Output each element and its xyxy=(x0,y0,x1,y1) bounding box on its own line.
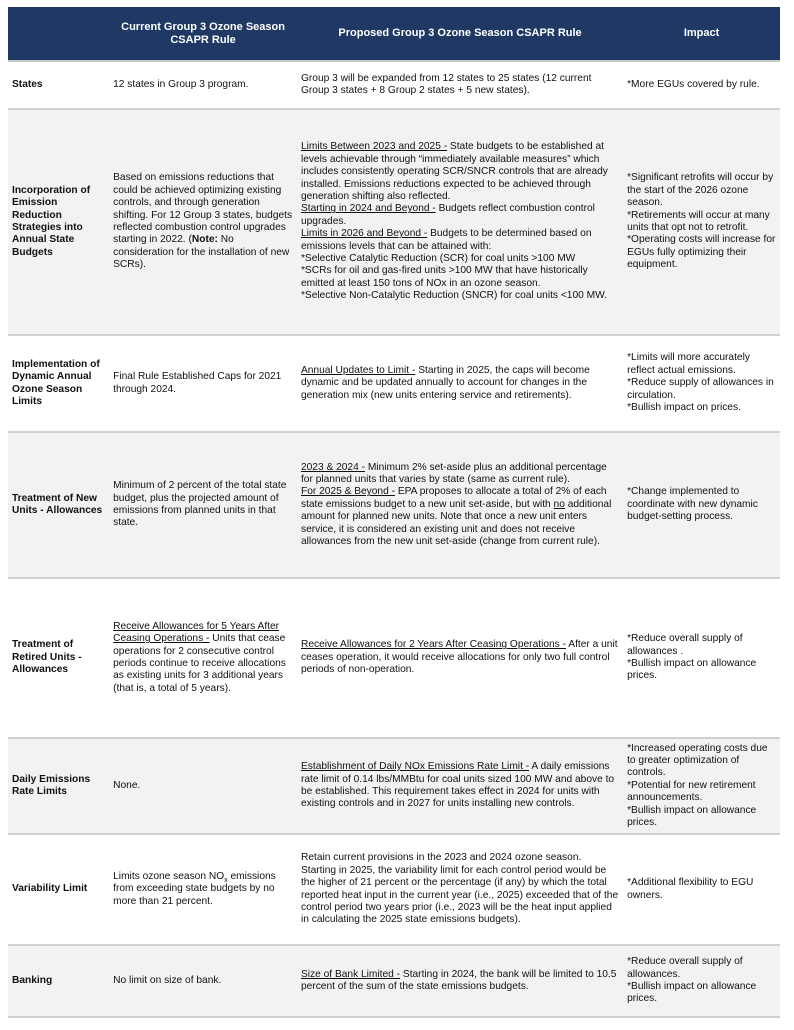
impact-cell xyxy=(623,109,780,335)
header-current-rule: Current Group 3 Ozone Season CSAPR Rule xyxy=(109,7,297,61)
impact-item: *Potential for new retirement announcements. xyxy=(627,779,756,804)
row-label: Incorporation of Emission Reduction Strategies into Annual State Budgets xyxy=(8,109,109,335)
row-label: Variability Limit xyxy=(8,834,109,945)
proposed-heading: Receive Allowances for 2 Years After Ceasing Operations - xyxy=(300,639,566,651)
proposed-text: A daily emissions rate limit of 0.14 lbs/MMBtu for coal units sized 100 MW and above to be established. This requirement takes effect in 2024 for units with existing controls and in 2027 for units installing new controls. xyxy=(300,761,615,810)
proposed-paragraph xyxy=(301,203,619,228)
impact-item: *Limits will more accurately reflect actual emissions. xyxy=(627,352,750,376)
impact-cell xyxy=(623,834,780,945)
proposed-text-end: additional amount for planned new units. Note that once a new unit enters service, it is considered an existing unit and does not receive allowances from the new unit set-aside (change from current rule). xyxy=(300,498,612,548)
impact-item: *Increased operating costs due to greater optimization of controls. xyxy=(627,742,768,779)
row-label: Treatment of New Units - Allowances xyxy=(8,432,109,578)
proposed-text: EPA proposes to allocate a total of 2% of each state emissions budget to a new unit set-aside, but with xyxy=(300,486,607,510)
current-rule-cell: Minimum of 2 percent of the total state budget, plus the projected amount of emissions from planned units in that state. xyxy=(109,432,297,578)
proposed-rule-cell xyxy=(297,432,623,578)
current-text: Units that cease operations for 2 consecutive control periods continue to receive allocations as existing units for 3 additional years (that is, a total of 5 years). xyxy=(113,633,286,694)
impact-item: *Change implemented to coordinate with new dynamic budget-setting process. xyxy=(627,486,758,523)
proposed-text: State budgets to be established at levels achievable through “immediately available measures” which includes consistently operating SCR/SNCR controls that are already installed. Emissions reductions expected to be achieved through generation shifting also reflected. xyxy=(300,141,608,202)
row-label: Treatment of Retired Units - Allowances xyxy=(8,578,109,738)
proposed-heading: Annual Updates to Limit - xyxy=(300,364,416,376)
proposed-rule-cell xyxy=(297,335,623,432)
proposed-heading: Size of Bank Limited - xyxy=(300,968,401,980)
impact-item: *More EGUs covered by rule. xyxy=(627,78,760,90)
current-rule-cell: No limit on size of bank. xyxy=(109,945,297,1017)
table-row-states xyxy=(8,61,780,109)
impact-cell xyxy=(623,738,780,834)
proposed-text: Budgets reflect combustion control upgrades. xyxy=(300,203,595,227)
proposed-paragraph xyxy=(301,141,619,203)
proposed-heading: Limits in 2026 and Beyond - xyxy=(300,228,428,240)
proposed-rule-cell xyxy=(297,578,623,738)
impact-item: *Bullish impact on allowance prices. xyxy=(627,981,757,1005)
current-rule-cell: None. xyxy=(109,738,297,834)
header-proposed-rule: Proposed Group 3 Ozone Season CSAPR Rule xyxy=(297,7,623,61)
proposed-rule-cell xyxy=(297,61,623,109)
table-header-row xyxy=(8,7,780,61)
impact-item: *Retirements will occur at many units that opt not to retrofit. xyxy=(627,209,770,233)
current-note-label: Note: xyxy=(191,234,218,246)
proposed-text: Group 3 will be expanded from 12 states to 25 states (12 current Group 3 states + 8 Group 2 states + 5 new states). xyxy=(300,72,592,96)
impact-cell xyxy=(623,578,780,738)
impact-item: *Reduce overall supply of allowances . xyxy=(627,633,743,657)
proposed-bullet: *Selective Catalytic Reduction (SCR) for coal units >100 MW xyxy=(300,253,576,265)
impact-cell xyxy=(623,432,780,578)
current-rule-cell: 12 states in Group 3 program. xyxy=(109,61,297,109)
impact-item: *Reduce overall supply of allowances. xyxy=(627,956,743,980)
current-heading: Receive Allowances for 5 Years After Ceasing Operations - xyxy=(113,620,280,645)
proposed-heading: Limits Between 2023 and 2025 - xyxy=(300,141,448,153)
table-row-daily-limits xyxy=(8,738,780,834)
proposed-emphasis: no xyxy=(553,498,565,510)
proposed-text: Starting in 2025, the caps will become dynamic and be updated annually to account for changes in the generation mix (new units entering service and retirements). xyxy=(300,364,590,401)
current-text: Based on emissions reductions that could be achieved optimizing existing controls, and through generation shifting. For 12 Group 3 states, budgets reflected combustion control upgrades starting in 2022. ( xyxy=(113,172,293,246)
table-row-variability-limit xyxy=(8,834,780,945)
proposed-paragraph xyxy=(301,486,619,548)
current-text-end: emissions from exceeding state budgets by no more than 21 percent. xyxy=(113,870,276,907)
proposed-rule-cell: Retain current provisions in the 2023 and 2024 ozone season. Starting in 2025, the variability limit for each control period would be the higher of 21 percent or the percentage (if any) by which the total reported heat input in the current year (i.e., 2025) exceeded that of the control period two years prior (i.e., 2023 will be the heat input applied in calculating the 2025 state emissions budgets). xyxy=(297,834,623,945)
impact-item: *Operating costs will increase for EGUs fully optimizing their equipment. xyxy=(627,234,776,271)
proposed-heading: For 2025 & Beyond - xyxy=(300,486,395,498)
impact-cell xyxy=(623,945,780,1017)
csapr-comparison-table-container xyxy=(8,7,780,1018)
proposed-bullet: *SCRs for oil and gas-fired units >100 MW that have historically emitted at least 150 tons of NOx in an ozone season. xyxy=(300,265,588,289)
row-label: Implementation of Dynamic Annual Ozone Season Limits xyxy=(8,335,109,432)
impact-item: *Bullish impact on allowance prices. xyxy=(627,658,757,682)
current-text: Limits ozone season NO xyxy=(113,870,225,882)
proposed-rule-cell xyxy=(297,109,623,335)
current-text-end: No consideration for the installation of new SCRs). xyxy=(113,234,290,271)
proposed-rule-cell xyxy=(297,945,623,1017)
table-row-banking xyxy=(8,945,780,1017)
current-rule-cell xyxy=(109,578,297,738)
current-rule-cell xyxy=(109,109,297,335)
row-label: Daily Emissions Rate Limits xyxy=(8,738,109,834)
current-rule-cell xyxy=(109,834,297,945)
table-row-retired-units xyxy=(8,578,780,738)
proposed-paragraph xyxy=(301,228,619,253)
proposed-heading: Establishment of Daily NOx Emissions Rate Limit - xyxy=(300,761,530,773)
proposed-heading: 2023 & 2024 - xyxy=(300,461,365,473)
impact-cell xyxy=(623,61,780,109)
proposed-text: Budgets to be determined based on emissions levels that can be attained with: xyxy=(300,228,592,252)
header-blank xyxy=(8,7,109,61)
impact-item: *Significant retrofits will occur by the start of the 2026 ozone season. xyxy=(627,172,774,209)
proposed-text: After a unit ceases operation, it would receive allocations for only two full control periods of non-operation. xyxy=(300,639,618,676)
proposed-bullet: *Selective Non-Catalytic Reduction (SNCR) for coal units <100 MW. xyxy=(300,290,607,302)
impact-item: *Bullish impact on allowance prices. xyxy=(627,804,757,829)
proposed-paragraph xyxy=(301,462,619,487)
table-row-emission-reduction xyxy=(8,109,780,335)
impact-item: *Reduce supply of allowances in circulation. xyxy=(627,377,774,401)
csapr-comparison-table xyxy=(8,7,780,1018)
impact-cell xyxy=(623,335,780,432)
table-row-new-units xyxy=(8,432,780,578)
impact-item: *Bullish impact on prices. xyxy=(627,402,741,414)
proposed-text: Starting in 2024, the bank will be limited to 10.5 percent of the sum of the state emissions budgets. xyxy=(300,968,617,992)
row-label: Banking xyxy=(8,945,109,1017)
impact-item: *Additional flexibility to EGU owners. xyxy=(627,877,754,901)
row-label: States xyxy=(8,61,109,109)
current-rule-cell: Final Rule Established Caps for 2021 through 2024. xyxy=(109,335,297,432)
proposed-heading: Starting in 2024 and Beyond - xyxy=(300,203,436,215)
table-row-dynamic-limits xyxy=(8,335,780,432)
proposed-text: Minimum 2% set-aside plus an additional percentage for planned units that varies by state (same as current rule). xyxy=(300,461,607,485)
proposed-rule-cell xyxy=(297,738,623,834)
current-subscript: x xyxy=(224,876,228,884)
header-impact: Impact xyxy=(623,7,780,61)
